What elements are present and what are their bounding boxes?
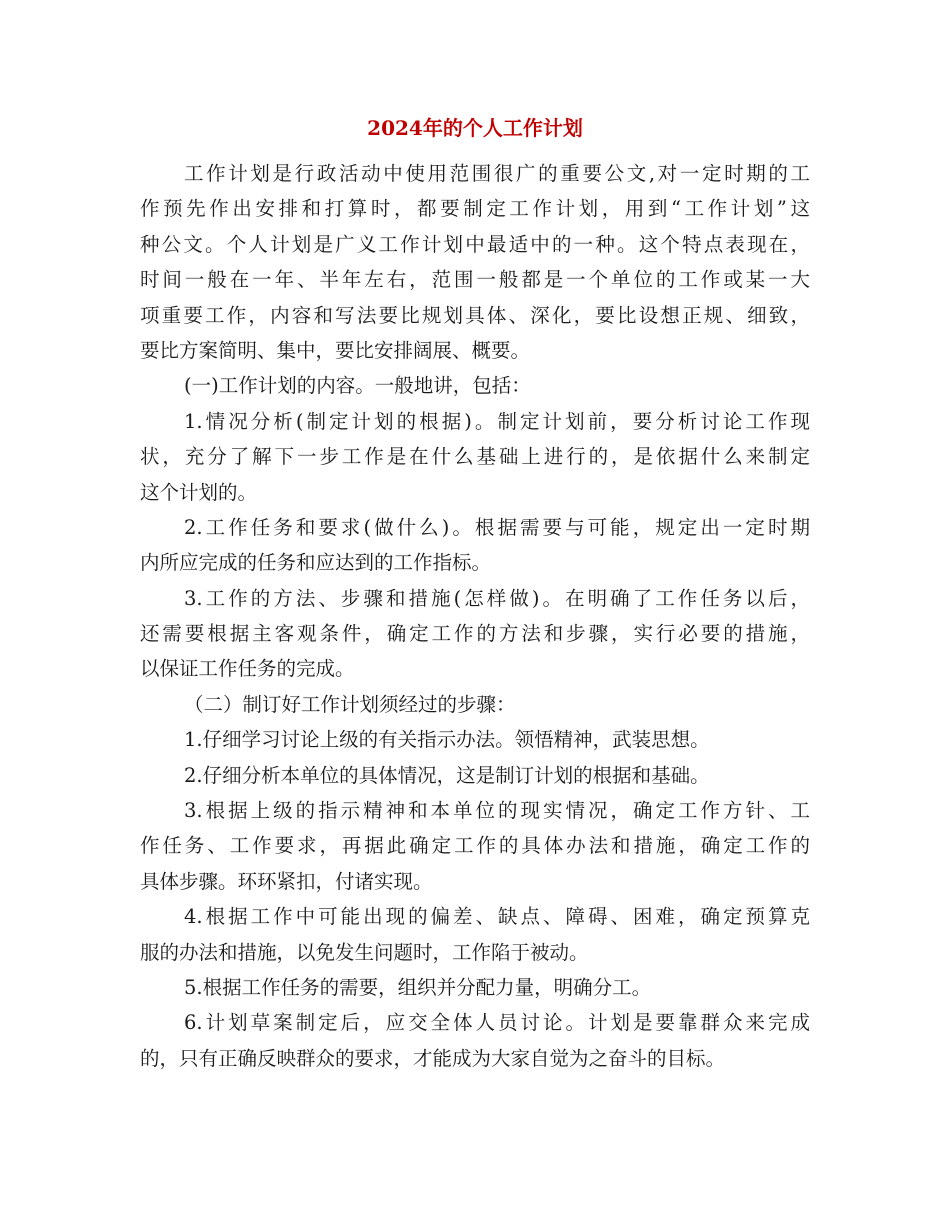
- paragraph: [140, 758, 810, 793]
- paragraph-line: 2.仔细分析本单位的具体情况，这是制订计划的根据和基础。: [184, 763, 710, 787]
- document-body: [140, 156, 810, 1076]
- paragraph-line: 服的办法和措施，以免发生问题时，工作陷于被动。: [140, 940, 589, 964]
- paragraph-line: 具体步骤。环环紧扣，付诸实现。: [140, 869, 433, 893]
- paragraph-line: 内所应完成的任务和应达到的工作指标。: [140, 551, 492, 575]
- paragraph-line: 种公文。个人计划是广义工作计划中最适中的一种。这个特点表现在，: [140, 232, 810, 256]
- paragraph-line: 时间一般在一年、半年左右，范围一般都是一个单位的工作或某一大: [140, 268, 810, 292]
- paragraph-line: 2.工作任务和要求(做什么)。根据需要与可能，规定出一定时期: [184, 515, 810, 539]
- paragraph: [140, 404, 810, 510]
- paragraph: [140, 970, 810, 1005]
- paragraph-line: 项重要工作，内容和写法要比规划具体、深化，要比设想正规、细致，: [140, 303, 810, 327]
- paragraph-line: 5.根据工作任务的需要，组织并分配力量，明确分工。: [184, 975, 652, 999]
- paragraph-line: 工作计划是行政活动中使用范围很广的重要公文,对一定时期的工: [184, 162, 810, 185]
- paragraph-line: 的，只有正确反映群众的要求，才能成为大家自觉为之奋斗的目标。: [140, 1046, 726, 1070]
- paragraph-line: 要比方案简明、集中，要比安排阔展、概要。: [140, 338, 531, 362]
- paragraph: [140, 793, 810, 899]
- paragraph: [140, 510, 810, 581]
- paragraph-line: 作预先作出安排和打算时，都要制定工作计划，用到“工作计划”这: [140, 197, 810, 221]
- paragraph-line: (一)工作计划的内容。一般地讲，包括：: [184, 374, 531, 398]
- paragraph-line: 3.根据上级的指示精神和本单位的现实情况，确定工作方针、工: [184, 799, 810, 823]
- paragraph: [140, 722, 810, 757]
- paragraph-line: 以保证工作任务的完成。: [140, 657, 355, 681]
- paragraph-line: 4.根据工作中可能出现的偏差、缺点、障碍、困难，确定预算克: [184, 905, 810, 929]
- paragraph-line: 还需要根据主客观条件，确定工作的方法和步骤，实行必要的措施，: [140, 622, 810, 646]
- paragraph: [140, 687, 810, 722]
- paragraph: [140, 368, 810, 403]
- paragraph-line: 1.仔细学习讨论上级的有关指示办法。领悟精神，武装思想。: [184, 728, 710, 752]
- paragraph-line: 6.计划草案制定后，应交全体人员讨论。计划是要靠群众来完成: [184, 1011, 810, 1035]
- paragraph: [140, 899, 810, 970]
- paragraph-line: 这个计划的。: [140, 480, 258, 504]
- paragraph-line: （二）制订好工作计划须经过的步骤：: [184, 692, 516, 716]
- document-title: 2024年的个人工作计划: [367, 116, 583, 140]
- paragraph: [140, 1005, 810, 1076]
- paragraph: [140, 581, 810, 687]
- paragraph: [140, 156, 810, 368]
- paragraph-line: 1.情况分析(制定计划的根据)。制定计划前，要分析讨论工作现: [184, 409, 810, 433]
- paragraph-line: 状，充分了解下一步工作是在什么基础上进行的，是依据什么来制定: [140, 445, 810, 469]
- paragraph-line: 3.工作的方法、步骤和措施(怎样做)。在明确了工作任务以后，: [184, 586, 810, 610]
- paragraph-line: 作任务、工作要求，再据此确定工作的具体办法和措施，确定工作的: [140, 834, 810, 858]
